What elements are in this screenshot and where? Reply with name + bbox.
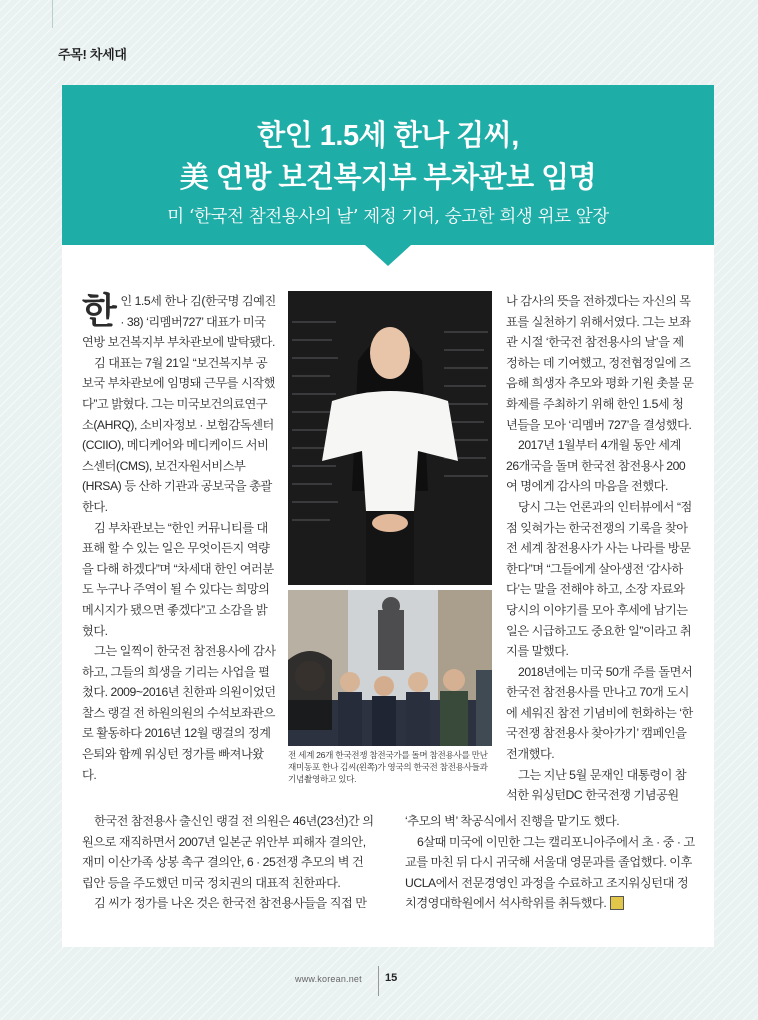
paragraph: 인 1.5세 한나 김(한국명 김예진 · 38) ‘리멤버727’ 대표가 미국 연방 보건복지부 부차관보에 발탁됐다. (82, 294, 276, 350)
banner-pointer (365, 245, 411, 266)
headline-line-2: 美 연방 보건복지부 부차관보 임명 (179, 162, 597, 194)
headline-line-1: 한인 1.5세 한나 김씨, (257, 120, 519, 152)
title-banner (62, 85, 714, 245)
paragraph: 나 감사의 뜻을 전하겠다는 자신의 목표를 실천하기 위해서였다. 그는 보좌관 시절 ‘한국전 참전용사의 날’을 제정하는 데 기여했고, 정전협정일에 즈음해 희생자 추모와 평화 기원 촛불 문화제를 주최하기 위해 한인 1.5세 청년들을 모아 ‘리멤버 727’을 결성했다. (506, 294, 694, 432)
article-column-left (82, 291, 276, 785)
portrait-photo (288, 291, 492, 585)
article-column-bottom-left (82, 811, 374, 914)
paragraph: ‘추모의 벽’ 착공식에서 진행을 맡기도 했다. (405, 814, 620, 828)
end-mark-icon (610, 896, 624, 910)
paragraph: 그는 일찍이 한국전 참전용사에 감사하고, 그들의 희생을 기리는 사업을 펼쳤다. 2009~2016년 친한파 의원이었던 찰스 랭걸 전 하원의원의 수석보좌관으로 활동하다 2016년 12월 랭걸의 정계 은퇴와 함께 워싱턴 정가를 빠져나왔다. (82, 644, 276, 782)
footer-divider (378, 966, 379, 996)
article-column-right (506, 291, 694, 806)
photo-caption: 전 세계 26개 한국전쟁 참전국가를 돌며 참전용사를 만난 재미동포 한나 김씨(왼쪽)가 영국의 한국전 참전용사들과 기념촬영하고 있다. (288, 750, 488, 785)
paragraph: 김 씨가 정가를 나온 것은 한국전 참전용사들을 직접 만 (94, 896, 367, 911)
paragraph: 2018년에는 미국 50개 주를 돌면서 한국전 참전용사를 만나고 70개 도시에 세워진 참전 기념비에 헌화하는 ‘한국전쟁 참전용사 찾아가기’ 캠페인을 전개했다. (506, 664, 693, 762)
paragraph: 한국전 참전용사 출신인 랭걸 전 의원은 46년(23선)간 의원으로 재직하면서 2007년 일본군 위안부 피해자 결의안, 재미 이산가족 상봉 촉구 결의안, 6 · 25전쟁 추모의 벽 건립안 등을 주도했던 미국 정치권의 대표적 친한파다. (82, 814, 374, 890)
paragraph: 6살때 미국에 이민한 그는 캘리포니아주에서 초 · 중 · 고교를 마친 뒤 다시 귀국해 서울대 영문과를 졸업했다. 이후 UCLA에서 전문경영인 과정을 수료하고 조지워싱턴대 정치경영대학원에서 석사학위를 취득했다. (405, 834, 695, 911)
paragraph: 2017년 1월부터 4개월 동안 세계 26개국을 돌며 한국전 참전용사 200여 명에게 감사의 마음을 전했다. (506, 438, 686, 494)
paragraph: 김 대표는 7월 21일 “보건복지부 공보국 부차관보에 임명돼 근무를 시작했다”고 밝혔다. 그는 미국보건의료연구소(AHRQ), 소비자정보 · 보험감독센터(CCIIO), 메디케어와 메디케이드 서비스센터(CMS), 보건자원서비스부(HRSA) 등 산하 기관과 공보국을 총괄한다. (82, 355, 275, 514)
subheadline: 미 ‘한국전 참전용사의 날’ 제정 기여, 숭고한 희생 위로 앞장 (167, 207, 609, 227)
page-number: 15 (385, 972, 398, 984)
article-column-bottom-right (405, 811, 695, 914)
paragraph: 그는 지난 5월 문재인 대통령이 참석한 워싱턴DC 한국전쟁 기념공원 (506, 767, 687, 803)
article-page (62, 85, 714, 947)
veterans-photo (288, 590, 492, 746)
paragraph: 당시 그는 언론과의 인터뷰에서 “점점 잊혀가는 한국전쟁의 기록을 찾아 전 세계 참전용사가 사는 나라를 방문한다”며 “그들에게 살아생전 ‘감사하다’는 말을 전해야 하고, 소장 자료와 당시의 이야기를 모아 후세에 남기는 일은 시급하고도 중요한 일”이라고 취지를 말했다. (506, 499, 692, 659)
paragraph: 김 부차관보는 “한인 커뮤니티를 대표해 할 수 있는 일은 무엇이든지 역량을 다해 하겠다”며 “차세대 한인 여러분도 누구나 주역이 될 수 있다는 희망의 메시지가 됐으면 좋겠다”고 소감을 밝혔다. (82, 520, 274, 638)
margin-rule (52, 0, 53, 28)
section-label: 주목! 차세대 (58, 47, 127, 62)
footer-url: www.korean.net (295, 974, 362, 984)
drop-cap: 한 (82, 290, 117, 331)
